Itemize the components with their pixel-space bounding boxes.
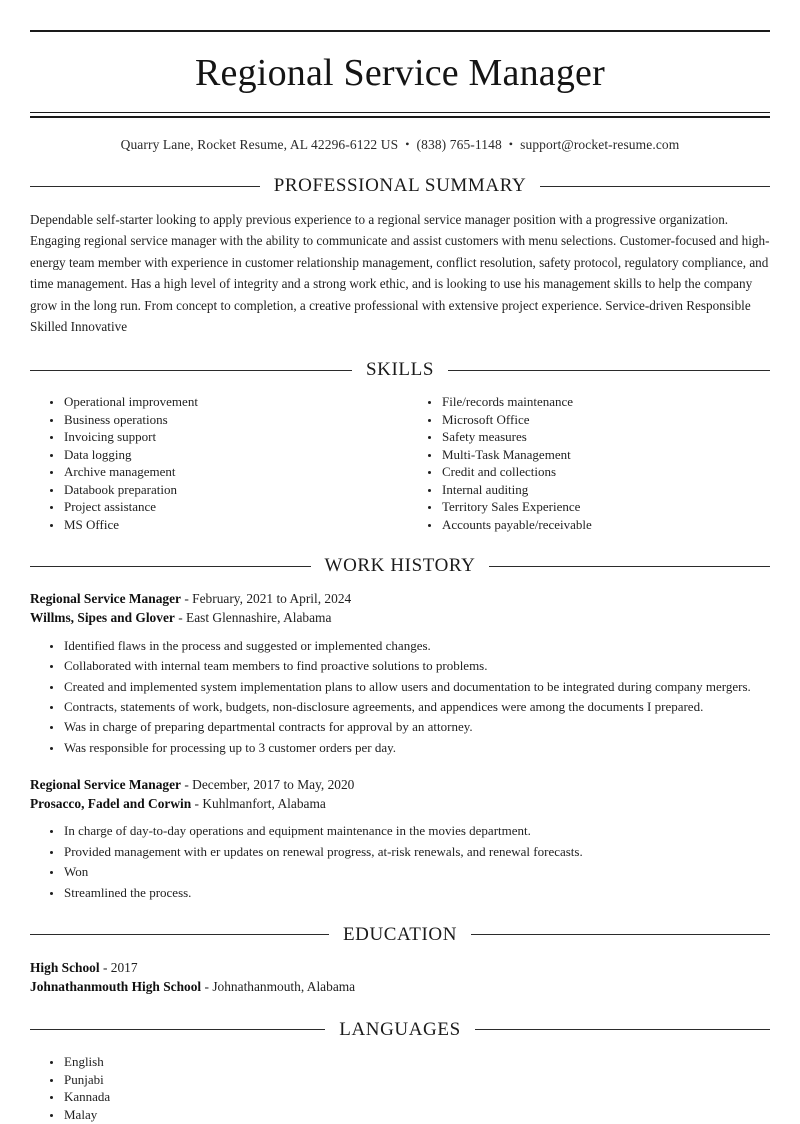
section-heading-languages <box>30 1019 770 1041</box>
list-item: Safety measures <box>442 428 770 445</box>
heading-rule-right <box>471 934 770 935</box>
job-dates: - December, 2017 to May, 2020 <box>184 776 355 792</box>
list-item: Internal auditing <box>442 481 770 498</box>
contact-separator-2: • <box>508 137 514 151</box>
list-item: Territory Sales Experience <box>442 498 770 515</box>
education-school-line <box>30 977 770 996</box>
list-item: Data logging <box>64 446 400 463</box>
job-bullet-list <box>30 637 770 757</box>
section-heading-work-history <box>30 555 770 577</box>
list-item: Was in charge of preparing departmental contracts for approval by an attorney. <box>64 718 770 736</box>
list-item: Created and implemented system implementation plans to allow users and documentation to be integrated during company mergers. <box>64 678 770 696</box>
list-item: Streamlined the process. <box>64 884 770 902</box>
list-item: In charge of day-to-day operations and equipment maintenance in the movies department. <box>64 822 770 840</box>
section-heading-summary <box>30 175 770 197</box>
heading-rule-left <box>30 1029 325 1030</box>
skills-list-right <box>408 393 770 533</box>
skills-columns <box>30 393 770 533</box>
header-top-rule <box>30 30 770 32</box>
summary-text: Dependable self-starter looking to apply previous experience to a regional service manager position with a progressive organization. Engaging regional service manager with the ability to communicate and assist customers with menu selections. Customer-focused and high-energy team member with experience in customer relationship management, conflict resolution, safety protocol, regulatory compliance, and time management. Has a high level of integrity and a strong work ethic, and is looking to use his management skills to help the company grow in the long run. From concept to completion, a creative professional with extensive project experience. Service-driven Responsible Skilled Innovative <box>30 212 770 334</box>
list-item: Provided management with er updates on renewal progress, at-risk renewals, and renewal forecasts. <box>64 843 770 861</box>
section-title-work-history: WORK HISTORY <box>324 555 476 577</box>
section-title-skills: SKILLS <box>366 359 434 381</box>
list-item: Microsoft Office <box>442 411 770 428</box>
section-title-education: EDUCATION <box>342 923 458 945</box>
job-bullet-list <box>30 822 770 901</box>
list-item: File/records maintenance <box>442 393 770 410</box>
job-location: - Kuhlmanfort, Alabama <box>194 796 326 812</box>
list-item: Databook preparation <box>64 481 400 498</box>
education-location: - Johnathanmouth, Alabama <box>204 979 356 995</box>
resume-page <box>0 30 800 1123</box>
list-item: Won <box>64 863 770 881</box>
section-title-summary: PROFESSIONAL SUMMARY <box>273 175 527 196</box>
skills-list-left <box>30 393 400 533</box>
job-company: Prosacco, Fadel and Corwin <box>30 796 192 812</box>
header-bottom-double-rule <box>30 112 770 118</box>
job-title: Regional Service Manager <box>30 776 181 792</box>
job-title: Regional Service Manager <box>30 591 181 607</box>
heading-rule-right <box>475 1029 770 1030</box>
heading-rule-left <box>30 370 352 371</box>
list-item: Credit and collections <box>442 463 770 480</box>
work-history-entry <box>30 589 770 757</box>
heading-rule-left <box>30 566 311 567</box>
job-company: Willms, Sipes and Glover <box>30 610 175 626</box>
heading-rule-left <box>30 186 260 187</box>
list-item: Kannada <box>64 1088 770 1106</box>
job-dates: - February, 2021 to April, 2024 <box>184 591 352 607</box>
job-title-line <box>30 775 770 794</box>
list-item: Project assistance <box>64 498 400 515</box>
list-item: Multi-Task Management <box>442 446 770 463</box>
heading-rule-left <box>30 934 329 935</box>
contact-phone: (838) 765-1148 <box>416 137 502 152</box>
page-title: Regional Service Manager <box>195 52 605 94</box>
list-item: Malay <box>64 1106 770 1124</box>
section-heading-skills <box>30 359 770 381</box>
education-year: - 2017 <box>102 959 138 975</box>
heading-rule-right <box>489 566 770 567</box>
skills-column-left <box>30 393 400 533</box>
education-entry <box>30 958 770 997</box>
section-title-languages: LANGUAGES <box>339 1018 461 1040</box>
list-item: English <box>64 1053 770 1071</box>
list-item: MS Office <box>64 516 400 533</box>
contact-address: Quarry Lane, Rocket Resume, AL 42296-6122 US <box>120 137 399 152</box>
job-company-line <box>30 608 770 627</box>
skills-column-right <box>400 393 770 533</box>
heading-rule-right <box>540 186 770 187</box>
list-item: Collaborated with internal team members to find proactive solutions to problems. <box>64 657 770 675</box>
contact-separator-1: • <box>405 137 410 151</box>
list-item: Archive management <box>64 463 400 480</box>
work-history-entry <box>30 775 770 902</box>
job-company-line <box>30 794 770 813</box>
job-location: - East Glennashire, Alabama <box>178 610 332 626</box>
contact-email: support@rocket-resume.com <box>520 137 680 152</box>
list-item: Invoicing support <box>64 428 400 445</box>
section-heading-education <box>30 924 770 946</box>
list-item: Accounts payable/receivable <box>442 516 770 533</box>
education-degree-line <box>30 958 770 977</box>
contact-line <box>30 137 770 153</box>
list-item: Contracts, statements of work, budgets, non-disclosure agreements, and appendices were among the documents I prepared. <box>64 698 770 716</box>
heading-rule-right <box>448 370 770 371</box>
list-item: Was responsible for processing up to 3 customer orders per day. <box>64 739 770 757</box>
list-item: Operational improvement <box>64 393 400 410</box>
job-title-line <box>30 589 770 608</box>
education-school: Johnathanmouth High School <box>30 979 202 995</box>
list-item: Punjabi <box>64 1071 770 1089</box>
languages-list <box>30 1053 770 1124</box>
education-degree: High School <box>30 959 100 975</box>
list-item: Identified flaws in the process and suggested or implemented changes. <box>64 637 770 655</box>
list-item: Business operations <box>64 411 400 428</box>
